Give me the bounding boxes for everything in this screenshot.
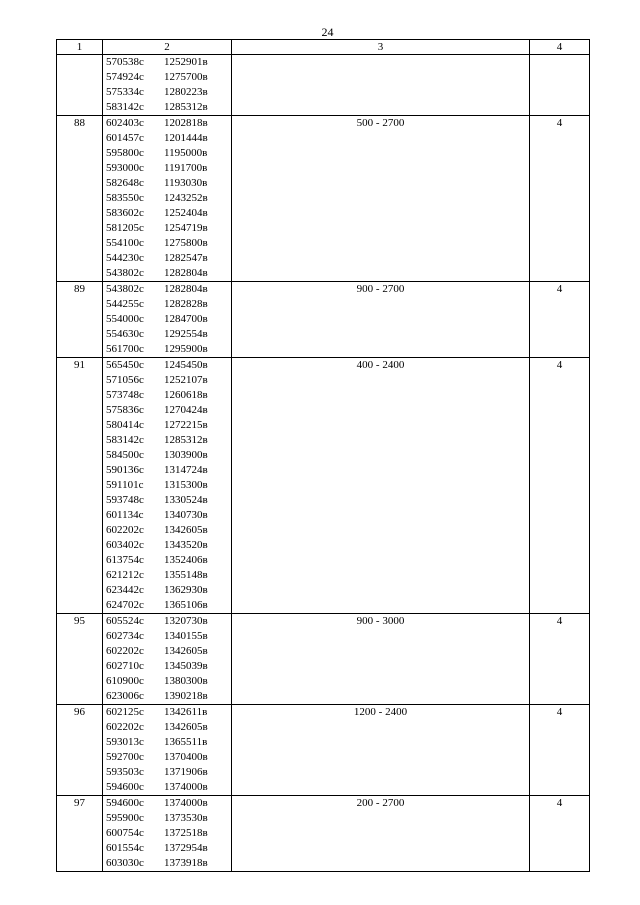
coordinate-pair (103, 85, 231, 100)
coordinates-cell (103, 282, 232, 358)
latitude-value: 583550с (106, 192, 144, 204)
range-cell: 400 - 2400 (232, 358, 530, 614)
longitude-value: 1342605в (164, 645, 208, 657)
longitude-value: 1374000в (164, 797, 208, 809)
coordinates-table (56, 39, 590, 872)
latitude-value: 623006с (106, 690, 144, 702)
page-number: 24 (321, 25, 334, 39)
longitude-value: 1373530в (164, 812, 208, 824)
coordinate-pair (103, 659, 231, 674)
coordinate-pair (103, 358, 231, 373)
longitude-value: 1371906в (164, 766, 208, 778)
latitude-value: 571056с (106, 374, 144, 386)
longitude-value: 1362930в (164, 584, 208, 596)
row-number-cell: 95 (57, 614, 103, 705)
coordinate-pair (103, 251, 231, 266)
latitude-value: 575334с (106, 86, 144, 98)
coordinate-pair (103, 720, 231, 735)
longitude-value: 1285312в (164, 434, 208, 446)
table-body (57, 55, 590, 872)
latitude-value: 603402с (106, 539, 144, 551)
latitude-value: 602202с (106, 524, 144, 536)
coordinate-pair (103, 206, 231, 221)
longitude-value: 1374000в (164, 781, 208, 793)
longitude-value: 1372954в (164, 842, 208, 854)
latitude-value: 602125с (106, 706, 144, 718)
longitude-value: 1352406в (164, 554, 208, 566)
longitude-value: 1320730в (164, 615, 208, 627)
coordinate-pair (103, 796, 231, 811)
longitude-value: 1340155в (164, 630, 208, 642)
table-header-row (57, 40, 590, 55)
latitude-value: 543802с (106, 267, 144, 279)
longitude-value: 1365106в (164, 599, 208, 611)
latitude-value: 602202с (106, 645, 144, 657)
coordinate-pair (103, 100, 231, 115)
coordinate-pair (103, 191, 231, 206)
longitude-value: 1390218в (164, 690, 208, 702)
latitude-value: 602403с (106, 117, 144, 129)
longitude-value: 1282804в (164, 267, 208, 279)
coordinate-pair (103, 583, 231, 598)
latitude-value: 570538с (106, 56, 144, 68)
coordinate-pair (103, 826, 231, 841)
coordinate-pair (103, 856, 231, 871)
coordinate-pair (103, 644, 231, 659)
table-row (57, 358, 590, 614)
longitude-value: 1330524в (164, 494, 208, 506)
longitude-value: 1275700в (164, 71, 208, 83)
longitude-value: 1254719в (164, 222, 208, 234)
range-cell: 500 - 2700 (232, 116, 530, 282)
row-number-cell: 89 (57, 282, 103, 358)
category-cell: 4 (530, 358, 590, 614)
coordinate-pair (103, 841, 231, 856)
longitude-value: 1372518в (164, 827, 208, 839)
table-row (57, 796, 590, 872)
latitude-value: 592700с (106, 751, 144, 763)
longitude-value: 1365511в (164, 736, 208, 748)
latitude-value: 583142с (106, 101, 144, 113)
latitude-value: 565450с (106, 359, 144, 371)
coordinate-pair (103, 55, 231, 70)
latitude-value: 602710с (106, 660, 144, 672)
coordinates-cell (103, 358, 232, 614)
coordinate-pair (103, 614, 231, 629)
row-number-cell: 88 (57, 116, 103, 282)
longitude-value: 1342611в (164, 706, 208, 718)
coordinate-pair (103, 373, 231, 388)
latitude-value: 594600с (106, 797, 144, 809)
coordinate-pair (103, 312, 231, 327)
longitude-value: 1252404в (164, 207, 208, 219)
longitude-value: 1282828в (164, 298, 208, 310)
longitude-value: 1380300в (164, 675, 208, 687)
latitude-value: 623442с (106, 584, 144, 596)
longitude-value: 1272215в (164, 419, 208, 431)
range-cell: 200 - 2700 (232, 796, 530, 872)
longitude-value: 1195000в (164, 147, 208, 159)
latitude-value: 601554с (106, 842, 144, 854)
coordinate-pair (103, 629, 231, 644)
coordinate-pair (103, 282, 231, 297)
range-cell: 900 - 3000 (232, 614, 530, 705)
longitude-value: 1245450в (164, 359, 208, 371)
coordinate-pair (103, 342, 231, 357)
latitude-value: 603030с (106, 857, 144, 869)
latitude-value: 561700с (106, 343, 144, 355)
coordinate-pair (103, 523, 231, 538)
latitude-value: 593000с (106, 162, 144, 174)
longitude-value: 1340730в (164, 509, 208, 521)
coordinate-pair (103, 553, 231, 568)
latitude-value: 582648с (106, 177, 144, 189)
coordinate-pair (103, 765, 231, 780)
table-row (57, 282, 590, 358)
range-cell (232, 55, 530, 116)
range-cell: 900 - 2700 (232, 282, 530, 358)
row-number-cell: 96 (57, 705, 103, 796)
latitude-value: 624702с (106, 599, 144, 611)
longitude-value: 1243252в (164, 192, 208, 204)
latitude-value: 610900с (106, 675, 144, 687)
latitude-value: 544255с (106, 298, 144, 310)
column-header-3: 3 (232, 40, 530, 55)
table-row (57, 55, 590, 116)
row-number-cell: 97 (57, 796, 103, 872)
category-cell: 4 (530, 116, 590, 282)
table-row (57, 614, 590, 705)
coordinate-pair (103, 538, 231, 553)
coordinate-pair (103, 811, 231, 826)
longitude-value: 1343520в (164, 539, 208, 551)
coordinate-pair (103, 297, 231, 312)
table-row (57, 116, 590, 282)
coordinate-pair (103, 780, 231, 795)
column-header-4: 4 (530, 40, 590, 55)
range-cell: 1200 - 2400 (232, 705, 530, 796)
longitude-value: 1342605в (164, 721, 208, 733)
coordinate-pair (103, 70, 231, 85)
coordinate-pair (103, 735, 231, 750)
latitude-value: 584500с (106, 449, 144, 461)
category-cell: 4 (530, 282, 590, 358)
coordinate-pair (103, 327, 231, 342)
row-number-cell: 91 (57, 358, 103, 614)
longitude-value: 1373918в (164, 857, 208, 869)
latitude-value: 594600с (106, 781, 144, 793)
coordinate-pair (103, 433, 231, 448)
coordinate-pair (103, 598, 231, 613)
longitude-value: 1355148в (164, 569, 208, 581)
longitude-value: 1282547в (164, 252, 208, 264)
coordinate-pair (103, 463, 231, 478)
latitude-value: 590136с (106, 464, 144, 476)
longitude-value: 1345039в (164, 660, 208, 672)
longitude-value: 1315300в (164, 479, 208, 491)
longitude-value: 1284700в (164, 313, 208, 325)
coordinate-pair (103, 131, 231, 146)
latitude-value: 601457с (106, 132, 144, 144)
coordinate-pair (103, 403, 231, 418)
coordinate-pair (103, 221, 231, 236)
latitude-value: 554630с (106, 328, 144, 340)
longitude-value: 1252901в (164, 56, 208, 68)
coordinate-pair (103, 674, 231, 689)
category-cell: 4 (530, 614, 590, 705)
longitude-value: 1270424в (164, 404, 208, 416)
longitude-value: 1280223в (164, 86, 208, 98)
coordinate-pair (103, 236, 231, 251)
longitude-value: 1314724в (164, 464, 208, 476)
latitude-value: 575836с (106, 404, 144, 416)
longitude-value: 1295900в (164, 343, 208, 355)
coordinate-pair (103, 176, 231, 191)
longitude-value: 1191700в (164, 162, 208, 174)
coordinate-pair (103, 508, 231, 523)
latitude-value: 593503с (106, 766, 144, 778)
coordinate-pair (103, 388, 231, 403)
latitude-value: 543802с (106, 283, 144, 295)
coordinate-pair (103, 493, 231, 508)
longitude-value: 1202818в (164, 117, 208, 129)
coordinates-cell (103, 55, 232, 116)
latitude-value: 593013с (106, 736, 144, 748)
coordinates-cell (103, 796, 232, 872)
coordinate-pair (103, 689, 231, 704)
column-header-1: 1 (57, 40, 103, 55)
longitude-value: 1292554в (164, 328, 208, 340)
coordinate-pair (103, 146, 231, 161)
latitude-value: 621212с (106, 569, 144, 581)
latitude-value: 591101с (106, 479, 144, 491)
longitude-value: 1201444в (164, 132, 208, 144)
table-row (57, 705, 590, 796)
latitude-value: 583142с (106, 434, 144, 446)
coordinate-pair (103, 266, 231, 281)
coordinate-pair (103, 568, 231, 583)
longitude-value: 1275800в (164, 237, 208, 249)
coordinates-cell (103, 614, 232, 705)
latitude-value: 573748с (106, 389, 144, 401)
longitude-value: 1370400в (164, 751, 208, 763)
latitude-value: 574924с (106, 71, 144, 83)
coordinate-pair (103, 161, 231, 176)
column-header-2: 2 (103, 40, 232, 55)
coordinate-pair (103, 418, 231, 433)
coordinate-pair (103, 448, 231, 463)
latitude-value: 580414с (106, 419, 144, 431)
latitude-value: 605524с (106, 615, 144, 627)
longitude-value: 1285312в (164, 101, 208, 113)
latitude-value: 601134с (106, 509, 144, 521)
category-cell: 4 (530, 796, 590, 872)
longitude-value: 1252107в (164, 374, 208, 386)
longitude-value: 1342605в (164, 524, 208, 536)
latitude-value: 595800с (106, 147, 144, 159)
coordinates-cell (103, 705, 232, 796)
category-cell (530, 55, 590, 116)
longitude-value: 1260618в (164, 389, 208, 401)
longitude-value: 1303900в (164, 449, 208, 461)
category-cell: 4 (530, 705, 590, 796)
latitude-value: 583602с (106, 207, 144, 219)
coordinate-pair (103, 705, 231, 720)
coordinate-pair (103, 750, 231, 765)
coordinates-cell (103, 116, 232, 282)
coordinate-pair (103, 116, 231, 131)
latitude-value: 602734с (106, 630, 144, 642)
latitude-value: 554000с (106, 313, 144, 325)
latitude-value: 602202с (106, 721, 144, 733)
coordinate-pair (103, 478, 231, 493)
latitude-value: 613754с (106, 554, 144, 566)
latitude-value: 593748с (106, 494, 144, 506)
longitude-value: 1282804в (164, 283, 208, 295)
latitude-value: 581205с (106, 222, 144, 234)
latitude-value: 595900с (106, 812, 144, 824)
latitude-value: 600754с (106, 827, 144, 839)
latitude-value: 544230с (106, 252, 144, 264)
longitude-value: 1193030в (164, 177, 208, 189)
latitude-value: 554100с (106, 237, 144, 249)
row-number-cell (57, 55, 103, 116)
